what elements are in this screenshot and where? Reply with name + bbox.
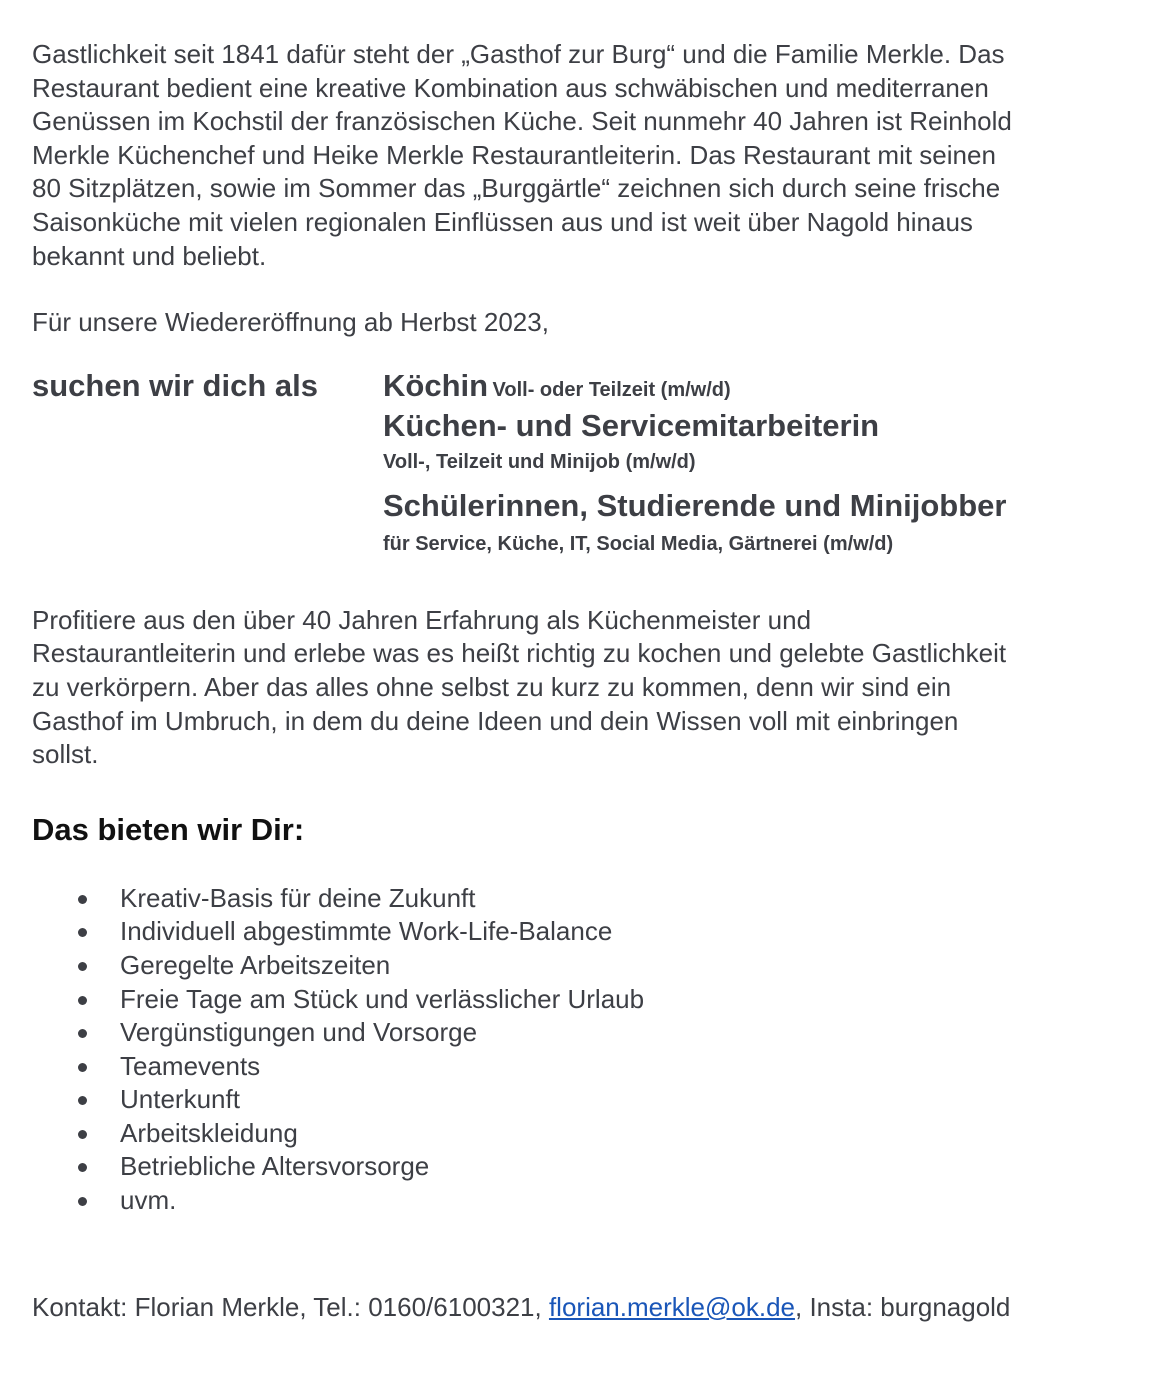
contact-prefix: Kontakt: Florian Merkle, Tel.: 0160/6100321, [32, 1291, 549, 1322]
email-link[interactable]: florian.merkle@ok.de [548, 1291, 796, 1322]
benefit-item [32, 882, 1152, 916]
benefit-text: Vergünstigungen und Vorsorge [120, 1017, 478, 1048]
bullet-icon [78, 1063, 87, 1072]
benefit-item [32, 949, 1152, 983]
job-openings [32, 367, 1152, 567]
benefit-item [32, 1150, 1152, 1184]
benefit-item [32, 1117, 1152, 1151]
benefit-text: Kreativ-Basis für deine Zukunft [120, 882, 476, 913]
benefit-text: uvm. [120, 1185, 177, 1216]
reopening-line: Für unsere Wiedereröffnung ab Herbst 2023, [32, 307, 549, 338]
job-students-areas: für Service, Küche, IT, Social Media, Gärtnerei (m/w/d) [383, 532, 894, 555]
job-ad-document [32, 38, 1152, 1324]
job-cook-hours: Voll- oder Teilzeit (m/w/d) [492, 378, 731, 401]
job-cook [383, 367, 1152, 407]
benefit-text: Geregelte Arbeitszeiten [120, 949, 391, 980]
benefit-item [32, 1083, 1152, 1117]
benefit-item [32, 1184, 1152, 1218]
benefit-text: Unterkunft [120, 1084, 240, 1115]
bullet-icon [78, 1130, 87, 1139]
bullet-icon [78, 1029, 87, 1038]
bullet-icon [78, 895, 87, 904]
benefit-text: Freie Tage am Stück und verlässlicher Urlaub [120, 983, 645, 1014]
benefit-item [32, 1050, 1152, 1084]
bullet-icon [78, 928, 87, 937]
bullet-icon [78, 1163, 87, 1172]
job-kitchen-service-title: Küchen- und Servicemitarbeiterin [383, 407, 880, 443]
contact-line [32, 1291, 1152, 1325]
benefit-item [32, 983, 1152, 1017]
contact-suffix: , Insta: burgnagold [795, 1291, 1011, 1322]
bullet-icon [78, 962, 87, 971]
benefit-text: Betriebliche Altersvorsorge [120, 1151, 430, 1182]
search-lead: suchen wir dich als [32, 367, 318, 403]
benefit-item [32, 915, 1152, 949]
benefit-item [32, 1016, 1152, 1050]
benefit-text: Individuell abgestimmte Work-Life-Balance [120, 916, 613, 947]
intro-paragraph: Gastlichkeit seit 1841 dafür steht der „Gasthof zur Burg“ und die Familie Merkle. Das Restaurant bedient eine kreative Kombination aus schwäbischen und mediterranen Genüssen im Kochstil der französischen Küche. Seit nunmehr 40 Jahren ist Reinhold Merkle Küchenchef und Heike Merkle Restaurantleiterin. Das Restaurant mit seinen 80 Sitzplätzen, sowie im Sommer das „Burggärtle“ zeichnen sich durch seine frische Saisonküche mit vielen regionalen Einflüssen aus und ist weit über Nagold hinaus bekannt und beliebt. [32, 39, 1012, 271]
offer-heading: Das bieten wir Dir: [32, 811, 305, 847]
benefit-text: Teamevents [120, 1050, 261, 1081]
benefits-list [32, 882, 1152, 1218]
bullet-icon [78, 1096, 87, 1105]
job-list [383, 367, 1152, 567]
profit-paragraph: Profitiere aus den über 40 Jahren Erfahrung als Küchenmeister und Restaurantleiterin und erlebe was es heißt richtig zu kochen und gelebte Gastlichkeit zu verkörpern. Aber das alles ohne selbst zu kurz zu kommen, denn wir sind ein Gasthof im Umbruch, in dem du deine Ideen und dein Wissen voll mit einbringen sollst. [32, 604, 1007, 770]
job-kitchen-service-hours: Voll-, Teilzeit und Minijob (m/w/d) [383, 450, 696, 473]
bullet-icon [78, 996, 87, 1005]
bullet-icon [78, 1197, 87, 1206]
job-cook-title: Köchin [383, 367, 489, 403]
job-students-title: Schülerinnen, Studierende und Minijobber [383, 487, 1007, 523]
benefit-text: Arbeitskleidung [120, 1117, 298, 1148]
